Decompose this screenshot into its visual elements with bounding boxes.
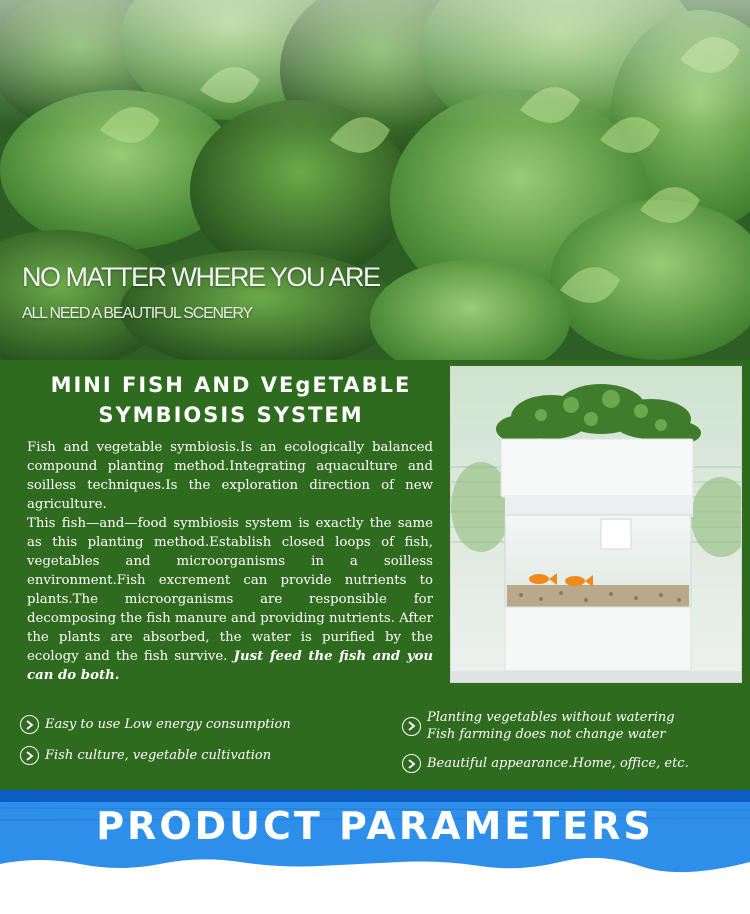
chevron-right-icon (402, 717, 421, 736)
feature-text-line1: Planting vegetables without watering (427, 710, 675, 725)
panel-title-line1: MINI FISH AND VEgETABLE (50, 373, 412, 397)
product-parameters-banner (0, 790, 750, 914)
panel-title-line2: SYMBIOSIS SYSTEM (98, 403, 364, 427)
aquaponics-tank-image (451, 367, 742, 683)
description-emphasis: Just feed the fish and you can do both. (27, 649, 434, 683)
feature-easy-to-use (20, 715, 291, 734)
feature-text-block (427, 709, 675, 743)
feature-text: Beautiful appearance.Home, office, etc. (427, 756, 689, 771)
feature-fish-culture (20, 746, 271, 765)
aquaponics-tank-photo (450, 366, 742, 683)
hero-title: NO MATTER WHERE YOU ARE (22, 262, 380, 292)
chevron-right-icon (20, 715, 39, 734)
product-parameters-title: PRODUCT PARAMETERS (96, 804, 654, 848)
panel-title (22, 370, 440, 430)
panel-description (27, 438, 433, 685)
feature-beautiful-appearance (402, 754, 689, 773)
description-paragraph-2-text: This fish—and—food symbiosis system is exactly the same as this planting method.Establish closed loops of fish, vegetables and microorganisms in a soilless environment.Fish excrement can provide nutrients to plants.The microorganisms are responsible for decomposing the fish manure and providing nutrients. After the plants are absorbed, the water is purified by the ecology and the fish survive. (27, 516, 433, 664)
feature-planting-without-watering (402, 709, 675, 743)
hero-subtitle: ALL NEED A BEAUTIFUL SCENERY (22, 305, 252, 322)
hero-banner (0, 0, 750, 360)
description-paragraph-2 (27, 514, 433, 685)
description-paragraph-1: Fish and vegetable symbiosis.Is an ecologically balanced compound planting method.Integrating aquaculture and soilless techniques.Is the exploration direction of new agriculture. (27, 440, 433, 512)
feature-text: Fish culture, vegetable cultivation (45, 748, 272, 763)
chevron-right-icon (20, 746, 39, 765)
product-intro-panel (0, 360, 750, 790)
chevron-right-icon (402, 754, 421, 773)
feature-text-line2: Fish farming does not change water (427, 727, 666, 742)
feature-text: Easy to use Low energy consumption (45, 717, 291, 732)
